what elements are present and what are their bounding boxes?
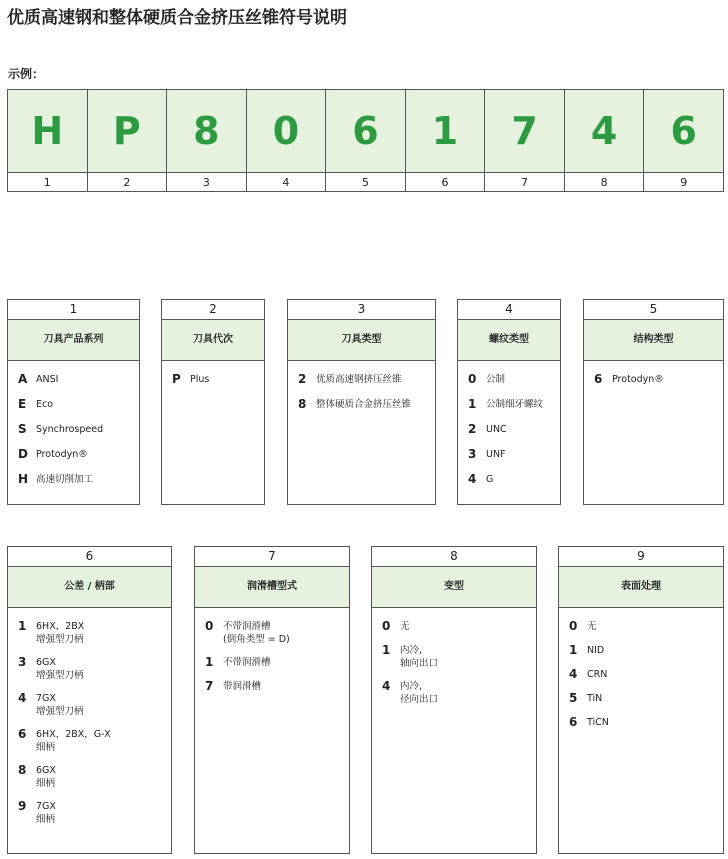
item-code: 2 bbox=[298, 372, 307, 386]
item-label: 无 bbox=[400, 621, 410, 632]
code-char: 6 bbox=[326, 90, 406, 173]
item-label: 整体硬质合金挤压丝锥 bbox=[316, 399, 412, 410]
item-code: 5 bbox=[569, 691, 578, 705]
item-code: 4 bbox=[18, 691, 27, 705]
item-code: A bbox=[18, 372, 28, 386]
list-item bbox=[172, 371, 258, 387]
item-code: H bbox=[18, 472, 29, 486]
box-number: 3 bbox=[288, 300, 435, 320]
legend-box-5 bbox=[583, 299, 724, 505]
item-code: 6 bbox=[569, 715, 578, 729]
item-code: 4 bbox=[569, 667, 578, 681]
code-char-row bbox=[8, 90, 724, 173]
code-char: 7 bbox=[485, 90, 565, 173]
box-number: 5 bbox=[584, 300, 723, 320]
list-item bbox=[594, 371, 717, 387]
list-item bbox=[18, 762, 165, 790]
code-num-row bbox=[8, 173, 724, 192]
list-item bbox=[18, 471, 133, 487]
list-item bbox=[468, 446, 554, 462]
code-position: 5 bbox=[326, 173, 406, 192]
legend-box-3 bbox=[287, 299, 436, 505]
item-code: 8 bbox=[18, 763, 27, 777]
item-label: G bbox=[486, 474, 494, 485]
box-number: 4 bbox=[458, 300, 560, 320]
item-code: 0 bbox=[382, 619, 391, 633]
item-label: 公制 bbox=[486, 374, 506, 385]
code-position: 7 bbox=[485, 173, 565, 192]
item-label: 高速切削加工 bbox=[36, 474, 94, 485]
legend-box-1 bbox=[7, 299, 140, 505]
box-number: 7 bbox=[195, 547, 349, 567]
list-item bbox=[382, 618, 530, 634]
code-position: 6 bbox=[405, 173, 485, 192]
code-char: 8 bbox=[167, 90, 247, 173]
list-item bbox=[569, 618, 717, 634]
box-number: 8 bbox=[372, 547, 536, 567]
list-item bbox=[18, 618, 165, 646]
box-number: 6 bbox=[8, 547, 171, 567]
item-code: 9 bbox=[18, 799, 27, 813]
item-label: ANSI bbox=[36, 374, 59, 385]
list-item bbox=[382, 642, 530, 670]
legend-box-6 bbox=[7, 546, 172, 854]
item-code: 6 bbox=[18, 727, 27, 741]
item-label: 7GX 细柄 bbox=[36, 801, 56, 825]
legend-box-2 bbox=[161, 299, 265, 505]
list-item bbox=[468, 471, 554, 487]
item-label: Synchrospeed bbox=[36, 424, 104, 435]
item-code: S bbox=[18, 422, 27, 436]
box-number: 2 bbox=[162, 300, 264, 320]
box-header: 刀具类型 bbox=[288, 320, 435, 361]
legend-box-9 bbox=[558, 546, 724, 854]
code-position: 1 bbox=[8, 173, 88, 192]
item-code: 3 bbox=[18, 655, 27, 669]
item-code: 4 bbox=[382, 679, 391, 693]
item-label: Plus bbox=[190, 374, 210, 385]
item-label: 优质高速钢挤压丝锥 bbox=[316, 374, 402, 385]
item-label: Protodyn® bbox=[612, 374, 664, 385]
list-item bbox=[18, 371, 133, 387]
list-item bbox=[18, 690, 165, 718]
item-label: UNF bbox=[486, 449, 506, 460]
code-char: 0 bbox=[246, 90, 326, 173]
item-code: D bbox=[18, 447, 28, 461]
list-item bbox=[468, 421, 554, 437]
item-label: 不带润滑槽 bbox=[223, 657, 271, 668]
item-label: 6HX，2BX 增强型刀柄 bbox=[36, 621, 85, 645]
item-code: 3 bbox=[468, 447, 477, 461]
item-code: 8 bbox=[298, 397, 307, 411]
box-header: 表面处理 bbox=[559, 567, 723, 608]
legend-box-8 bbox=[371, 546, 537, 854]
item-code: 4 bbox=[468, 472, 477, 486]
example-code-table bbox=[7, 89, 724, 192]
list-item bbox=[205, 618, 343, 646]
code-position: 9 bbox=[644, 173, 724, 192]
item-label: UNC bbox=[486, 424, 507, 435]
item-code: 0 bbox=[205, 619, 214, 633]
list-item bbox=[18, 798, 165, 826]
list-item bbox=[468, 396, 554, 412]
item-label: 公制细牙螺纹 bbox=[486, 399, 544, 410]
list-item bbox=[569, 714, 717, 730]
item-label: 不带润滑槽 (倒角类型 = D) bbox=[223, 621, 290, 645]
item-code: 1 bbox=[468, 397, 477, 411]
item-label: Protodyn® bbox=[36, 449, 88, 460]
item-label: TiN bbox=[587, 693, 603, 704]
list-item bbox=[18, 446, 133, 462]
list-item bbox=[569, 642, 717, 658]
item-code: 0 bbox=[468, 372, 477, 386]
code-position: 4 bbox=[246, 173, 326, 192]
item-code: 0 bbox=[569, 619, 578, 633]
item-label: 6HX，2BX，G-X 细柄 bbox=[36, 729, 111, 753]
item-label: 6GX 增强型刀柄 bbox=[36, 657, 84, 681]
item-code: 1 bbox=[569, 643, 578, 657]
item-code: 1 bbox=[205, 655, 214, 669]
list-item bbox=[382, 678, 530, 706]
box-header: 螺纹类型 bbox=[458, 320, 560, 361]
item-label: 7GX 增强型刀柄 bbox=[36, 693, 84, 717]
list-item bbox=[205, 678, 343, 694]
code-position: 2 bbox=[87, 173, 167, 192]
code-char: 4 bbox=[564, 90, 644, 173]
item-label: CRN bbox=[587, 669, 608, 680]
item-label: 无 bbox=[587, 621, 597, 632]
example-label: 示例： bbox=[8, 67, 45, 81]
legend-box-4 bbox=[457, 299, 561, 505]
item-label: TiCN bbox=[587, 717, 609, 728]
item-code: 1 bbox=[18, 619, 27, 633]
item-label: 带润滑槽 bbox=[223, 681, 262, 692]
item-label: NID bbox=[587, 645, 605, 656]
box-header: 刀具代次 bbox=[162, 320, 264, 361]
list-item bbox=[298, 396, 429, 412]
list-item bbox=[18, 654, 165, 682]
list-item bbox=[468, 371, 554, 387]
list-item bbox=[569, 666, 717, 682]
item-code: 2 bbox=[468, 422, 477, 436]
code-char: 1 bbox=[405, 90, 485, 173]
item-label: 内冷, 径向出口 bbox=[400, 681, 439, 705]
item-label: 6GX 细柄 bbox=[36, 765, 56, 789]
item-code: P bbox=[172, 372, 181, 386]
box-header: 结构类型 bbox=[584, 320, 723, 361]
list-item bbox=[18, 421, 133, 437]
item-label: Eco bbox=[36, 399, 54, 410]
code-char: P bbox=[87, 90, 167, 173]
list-item bbox=[569, 690, 717, 706]
page-title: 优质高速钢和整体硬质合金挤压丝锥符号说明 bbox=[7, 8, 347, 28]
list-item bbox=[298, 371, 429, 387]
item-code: 1 bbox=[382, 643, 391, 657]
item-code: E bbox=[18, 397, 27, 411]
box-header: 变型 bbox=[372, 567, 536, 608]
code-char: 6 bbox=[644, 90, 724, 173]
list-item bbox=[18, 396, 133, 412]
box-header: 公差 / 柄部 bbox=[8, 567, 171, 608]
box-number: 1 bbox=[8, 300, 139, 320]
code-position: 8 bbox=[564, 173, 644, 192]
list-item bbox=[18, 726, 165, 754]
item-code: 6 bbox=[594, 372, 603, 386]
box-header: 刀具产品系列 bbox=[8, 320, 139, 361]
item-label: 内冷, 轴向出口 bbox=[400, 645, 439, 669]
legend-box-7 bbox=[194, 546, 350, 854]
list-item bbox=[205, 654, 343, 670]
item-code: 7 bbox=[205, 679, 214, 693]
code-char: H bbox=[8, 90, 88, 173]
box-header: 润滑槽型式 bbox=[195, 567, 349, 608]
box-number: 9 bbox=[559, 547, 723, 567]
code-position: 3 bbox=[167, 173, 247, 192]
